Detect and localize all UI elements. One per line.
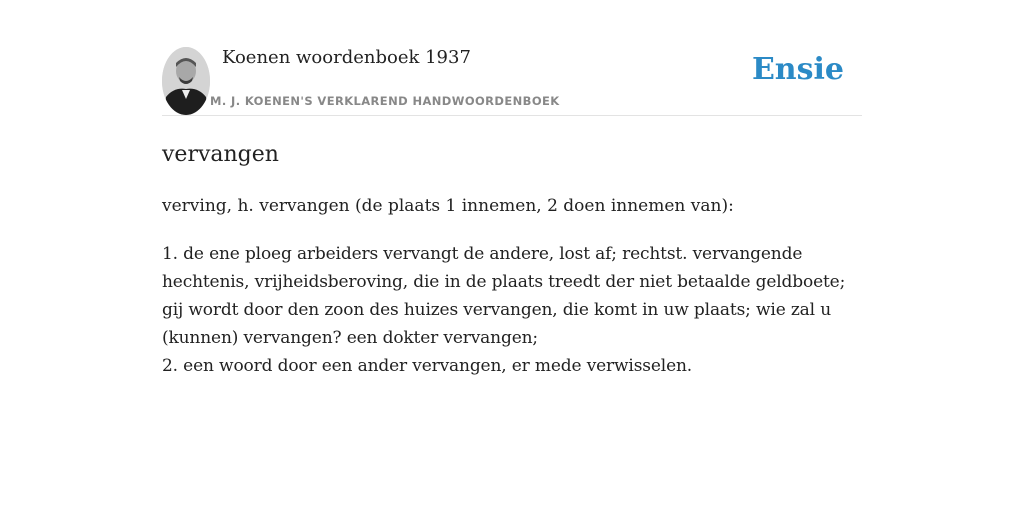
dictionary-title: Koenen woordenboek 1937 — [222, 47, 471, 68]
ensie-logo-link[interactable]: Ensie — [751, 52, 844, 87]
entry-grammar-intro: verving, h. vervangen (de plaats 1 innemen, 2 doen innemen van): — [162, 196, 734, 216]
page — [162, 0, 862, 512]
dictionary-header — [162, 46, 862, 116]
entry-headword: vervangen — [162, 142, 279, 167]
sense-item: 2. een woord door een ander vervangen, er mede verwisselen. — [162, 356, 693, 376]
author-portrait-icon — [162, 47, 210, 115]
dictionary-subtitle: M. J. KOENEN'S VERKLAREND HANDWOORDENBOEK — [210, 94, 560, 108]
sense-item: 1. de ene ploeg arbeiders vervangt de andere, lost af; rechtst. vervangende hechtenis, vrijheidsberoving, die in de plaats treedt der niet betaalde geldboete; gij wordt door den zoon des huizes vervangen, die komt in uw plaats; wie zal u (kunnen) vervangen? een dokter vervangen; — [162, 244, 846, 348]
entry-senses — [162, 240, 862, 380]
